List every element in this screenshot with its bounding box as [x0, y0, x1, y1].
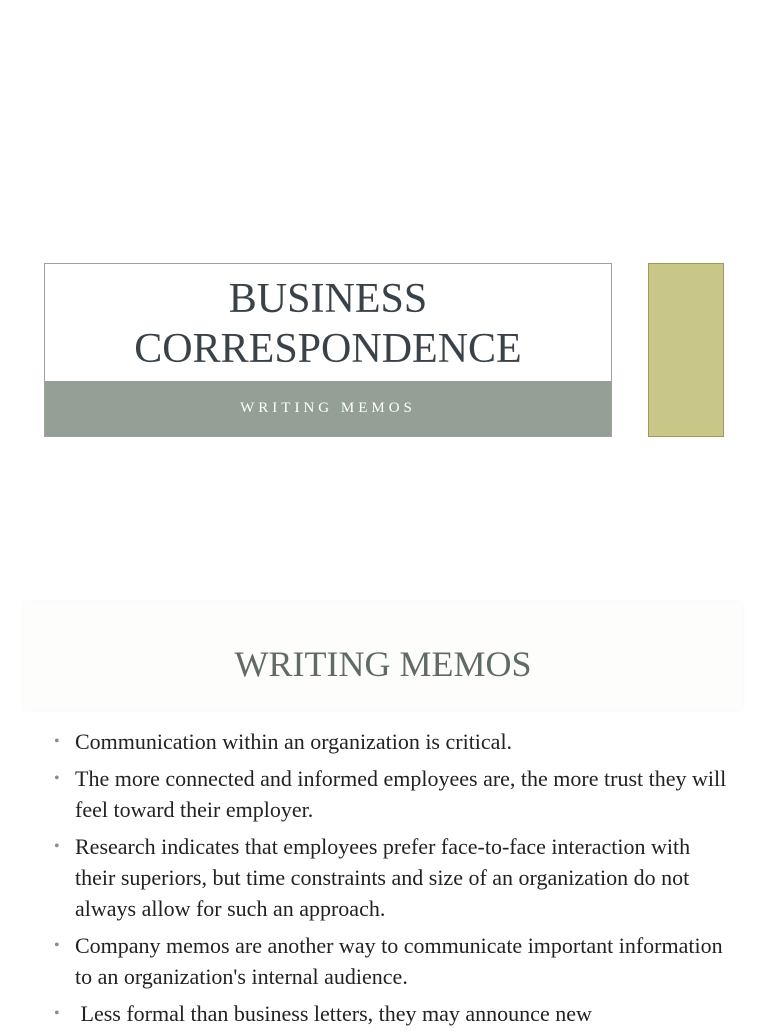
bullet-item: [54, 763, 734, 825]
title-line-1: BUSINESS: [228, 276, 428, 322]
slide-heading: WRITING MEMOS: [234, 644, 532, 684]
slide-subtitle: WRITING MEMOS: [240, 400, 416, 416]
bullet-text: Communication within an organization is critical.: [75, 729, 513, 754]
accent-block: [648, 263, 724, 437]
bullet-item: [54, 930, 734, 992]
bullet-list: [54, 726, 734, 1035]
bullet-text: Company memos are another way to communicate important information to an organization's internal audience.: [75, 933, 723, 989]
bullet-item: [54, 998, 734, 1029]
bullet-text: Less formal than business letters, they may announce new: [75, 1001, 592, 1026]
bullet-text: The more connected and informed employees are, the more trust they will feel toward their employer.: [75, 766, 727, 822]
bullet-text: Research indicates that employees prefer face-to-face interaction with their superiors, but time constraints and size of an organization do not always allow for such an approach.: [75, 834, 691, 921]
bullet-item: [54, 726, 734, 757]
bullet-icon: •: [54, 838, 60, 855]
bullet-icon: •: [54, 733, 60, 750]
bullet-icon: •: [54, 1005, 60, 1022]
title-box: [44, 263, 612, 437]
title-line-2: CORRESPONDENCE: [134, 326, 522, 372]
subtitle-band: [45, 381, 611, 436]
bullet-icon: •: [54, 770, 60, 787]
heading-panel: [24, 602, 742, 710]
content-slide: [0, 590, 768, 1024]
slide-title: [45, 274, 611, 374]
bullet-item: [54, 831, 734, 924]
bullet-icon: •: [54, 937, 60, 954]
